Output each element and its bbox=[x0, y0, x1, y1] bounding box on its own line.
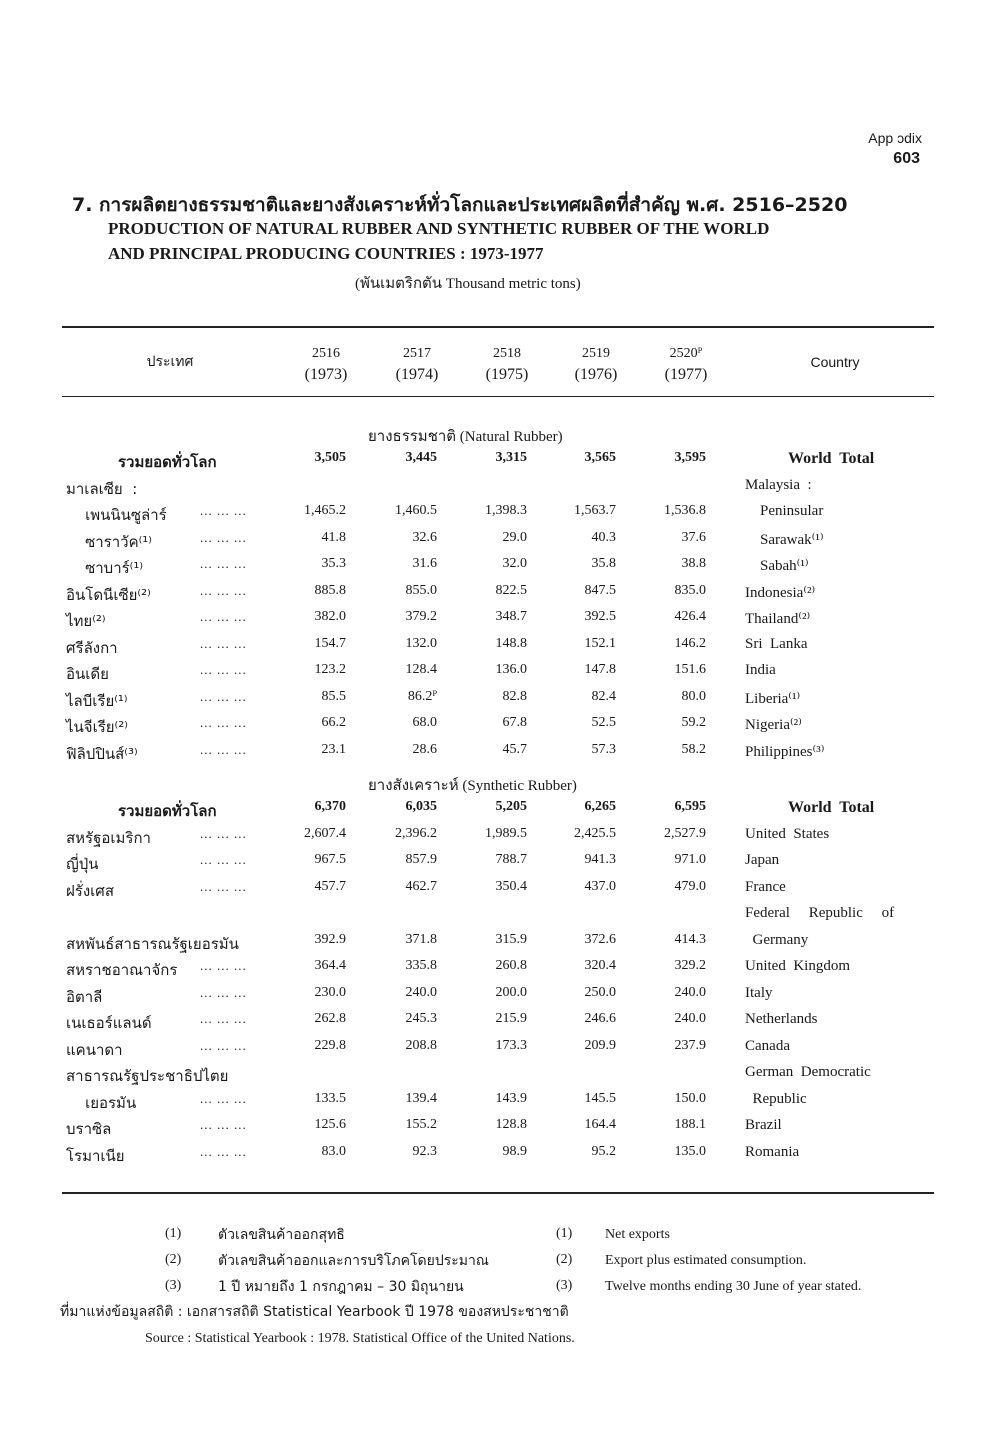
leader-dots: ... ... ... bbox=[200, 741, 247, 757]
row-value-2: 128.4 bbox=[405, 662, 437, 677]
table-row bbox=[0, 662, 990, 688]
row-thai-country: สหราชอาณาจักร bbox=[66, 961, 178, 979]
row-value-5: 237.9 bbox=[674, 1037, 706, 1053]
row-value-4: 57.3 bbox=[591, 741, 616, 757]
row-english-country: Federal Republic of bbox=[745, 905, 895, 921]
table-row bbox=[0, 826, 990, 852]
leader-dots: ... ... ... bbox=[200, 715, 247, 730]
title-english-line1: PRODUCTION OF NATURAL RUBBER AND SYNTHETIC RUBBER OF THE WORLD bbox=[108, 219, 770, 238]
table-row bbox=[0, 530, 990, 556]
row-value-3: 82.8 bbox=[502, 688, 527, 704]
source-thai: ที่มาแห่งข้อมูลสถิติ : เอกสารสถิติ Statistical Yearbook ปี 1978 ของสหประชาชาติ bbox=[60, 1304, 569, 1320]
row-value-1: 2,607.4 bbox=[304, 825, 346, 841]
table-row bbox=[0, 799, 990, 825]
row-value-3: 32.0 bbox=[502, 556, 527, 571]
footnote-3-en: Twelve months ending 30 June of year stated. bbox=[605, 1279, 862, 1294]
header-rule bbox=[62, 396, 934, 397]
row-thai-country: ฝรั่งเศส bbox=[66, 881, 114, 900]
row-value-4: 437.0 bbox=[584, 878, 616, 894]
row-value-2: 3,445 bbox=[405, 450, 437, 465]
row-english-country: Thailand⁽²⁾ bbox=[745, 611, 811, 627]
row-value-3: 260.8 bbox=[495, 958, 527, 973]
row-value-3: 200.0 bbox=[495, 984, 527, 1000]
footnote-1-en: Net exports bbox=[605, 1227, 670, 1242]
row-thai-country: เยอรมัน bbox=[66, 1093, 137, 1112]
title-thai: 7. การผลิตยางธรรมชาติและยางสังเคราะห์ทั่วโลกและประเทศผลิตที่สำคัญ พ.ศ. 2516–2520 bbox=[72, 194, 848, 216]
row-english-country: Brazil bbox=[745, 1117, 782, 1133]
row-value-4: 164.4 bbox=[584, 1117, 616, 1132]
row-value-2: 139.4 bbox=[405, 1090, 437, 1106]
row-value-2: 155.2 bbox=[405, 1117, 437, 1132]
row-english-country: Sabah⁽¹⁾ bbox=[745, 558, 809, 574]
leader-dots: ... ... ... bbox=[200, 635, 247, 651]
row-english-country: German Democratic bbox=[745, 1064, 871, 1080]
leader-dots: ... ... ... bbox=[200, 1117, 247, 1132]
leader-dots: ... ... ... bbox=[200, 825, 247, 841]
row-english-country: Malaysia : bbox=[745, 476, 812, 493]
row-value-4: 941.3 bbox=[584, 852, 616, 867]
row-value-1: 230.0 bbox=[314, 984, 346, 1000]
row-value-2: 28.6 bbox=[412, 741, 437, 757]
row-value-1: 123.2 bbox=[314, 662, 346, 677]
row-value-3: 5,205 bbox=[495, 799, 527, 814]
row-value-5: 151.6 bbox=[674, 662, 706, 677]
footnote-1-en-num: (1) bbox=[556, 1226, 573, 1241]
table-row bbox=[0, 636, 990, 662]
row-value-5: 38.8 bbox=[681, 556, 706, 571]
source-english: Source : Statistical Yearbook : 1978. Statistical Office of the United Nations. bbox=[145, 1331, 575, 1346]
row-value-1: 3,505 bbox=[314, 450, 346, 465]
row-value-4: 1,563.7 bbox=[574, 503, 616, 518]
row-value-1: 392.9 bbox=[314, 931, 346, 947]
row-value-1: 967.5 bbox=[314, 852, 346, 867]
row-value-2: 857.9 bbox=[405, 852, 437, 867]
row-value-5: 329.2 bbox=[674, 958, 706, 973]
section-natural-rubber: ยางธรรมชาติ (Natural Rubber) bbox=[368, 429, 563, 445]
row-value-5: 146.2 bbox=[674, 635, 706, 651]
row-english-country: Philippines⁽³⁾ bbox=[745, 743, 825, 760]
row-thai-country: ญี่ปุ่น bbox=[66, 855, 99, 873]
title-english-line2: AND PRINCIPAL PRODUCING COUNTRIES : 1973-1977 bbox=[108, 244, 544, 263]
row-value-2: 371.8 bbox=[405, 931, 437, 947]
row-value-5: 80.0 bbox=[681, 688, 706, 704]
leader-dots: ... ... ... bbox=[200, 1143, 247, 1159]
row-value-2: 2,396.2 bbox=[395, 825, 437, 841]
table-row bbox=[0, 1144, 990, 1170]
row-thai-country: อินโดนีเซีย⁽²⁾ bbox=[66, 585, 151, 604]
row-thai-country: สหรัฐอเมริกา bbox=[66, 828, 151, 847]
leader-dots: ... ... ... bbox=[200, 688, 247, 704]
row-thai-country: ฟิลิปปินส์⁽³⁾ bbox=[66, 744, 138, 763]
table-row bbox=[0, 879, 990, 905]
leader-dots: ... ... ... bbox=[200, 556, 247, 571]
leader-dots: ... ... ... bbox=[200, 958, 247, 973]
col-header-year-2: 2517 (1974) bbox=[395, 346, 439, 383]
row-thai-country: สหพันธ์สาธารณรัฐเยอรมัน bbox=[66, 934, 239, 953]
row-english-country: France bbox=[745, 878, 786, 895]
row-value-2: 86.2ᴾ bbox=[407, 688, 437, 704]
row-value-5: 2,527.9 bbox=[664, 825, 706, 841]
row-value-2: 1,460.5 bbox=[395, 503, 437, 518]
row-value-1: 364.4 bbox=[314, 958, 346, 973]
row-value-2: 6,035 bbox=[405, 799, 437, 814]
row-value-4: 145.5 bbox=[584, 1090, 616, 1106]
row-value-4: 82.4 bbox=[591, 688, 616, 704]
row-value-1: 35.3 bbox=[321, 556, 346, 571]
row-value-4: 250.0 bbox=[584, 984, 616, 1000]
leader-dots: ... ... ... bbox=[200, 852, 247, 867]
leader-dots: ... ... ... bbox=[200, 662, 247, 677]
row-value-5: 3,595 bbox=[674, 450, 706, 465]
row-value-1: 154.7 bbox=[314, 635, 346, 651]
appendix-label: App ɔdix bbox=[868, 130, 922, 146]
row-english-country: Nigeria⁽²⁾ bbox=[745, 717, 802, 733]
row-thai-country: บราซิล bbox=[66, 1120, 112, 1138]
table-row bbox=[0, 1011, 990, 1037]
row-english-country: Liberia⁽¹⁾ bbox=[745, 690, 801, 707]
row-value-1: 41.8 bbox=[321, 529, 346, 545]
col-header-year-1: 2516 (1973) bbox=[304, 346, 348, 383]
row-english-country: Netherlands bbox=[745, 1011, 818, 1027]
table-row bbox=[0, 985, 990, 1011]
row-value-4: 147.8 bbox=[584, 662, 616, 677]
table-row bbox=[0, 609, 990, 635]
row-value-3: 3,315 bbox=[495, 450, 527, 465]
col-header-country: Country bbox=[810, 354, 860, 370]
row-value-3: 29.0 bbox=[502, 529, 527, 545]
row-english-country: Sarawak⁽¹⁾ bbox=[745, 531, 824, 548]
table-row bbox=[0, 1064, 990, 1090]
footnote-1-num: (1) bbox=[165, 1226, 182, 1241]
row-value-1: 229.8 bbox=[314, 1037, 346, 1053]
row-value-5: 240.0 bbox=[674, 1011, 706, 1026]
row-value-2: 208.8 bbox=[405, 1037, 437, 1053]
row-english-country: Sri Lanka bbox=[745, 635, 808, 652]
row-value-3: 67.8 bbox=[502, 715, 527, 730]
leader-dots: ... ... ... bbox=[200, 609, 247, 624]
row-english-country: Romania bbox=[745, 1143, 800, 1160]
leader-dots: ... ... ... bbox=[200, 1090, 247, 1106]
footnote-1-thai: ตัวเลขสินค้าออกสุทธิ bbox=[218, 1227, 345, 1243]
row-value-4: 6,265 bbox=[584, 799, 616, 814]
row-value-1: 262.8 bbox=[314, 1011, 346, 1026]
table-row bbox=[0, 715, 990, 741]
leader-dots: ... ... ... bbox=[200, 1011, 247, 1026]
footnote-2-en-num: (2) bbox=[556, 1252, 573, 1267]
table-bottom-rule bbox=[62, 1192, 934, 1194]
row-value-2: 335.8 bbox=[405, 958, 437, 973]
row-value-3: 350.4 bbox=[495, 878, 527, 894]
section-synthetic-rubber: ยางสังเคราะห์ (Synthetic Rubber) bbox=[368, 778, 577, 794]
row-value-5: 37.6 bbox=[681, 529, 706, 545]
leader-dots: ... ... ... bbox=[200, 1037, 247, 1053]
row-value-1: 885.8 bbox=[314, 582, 346, 598]
table-row bbox=[0, 1117, 990, 1143]
row-value-5: 59.2 bbox=[681, 715, 706, 730]
row-english-country: Italy bbox=[745, 984, 773, 1001]
table-row bbox=[0, 503, 990, 529]
row-value-5: 1,536.8 bbox=[664, 503, 706, 518]
row-value-4: 2,425.5 bbox=[574, 825, 616, 841]
row-value-1: 83.0 bbox=[321, 1143, 346, 1159]
row-thai-country: รวมยอดทั่วโลก bbox=[118, 453, 217, 471]
row-value-4: 52.5 bbox=[591, 715, 616, 730]
table-row bbox=[0, 1038, 990, 1064]
table-row bbox=[0, 958, 990, 984]
col-header-thai-country: ประเทศ bbox=[146, 354, 194, 370]
row-english-country: Republic bbox=[745, 1090, 807, 1107]
row-thai-country: มาเลเซีย : bbox=[66, 479, 138, 498]
table-row bbox=[0, 450, 990, 476]
row-thai-country: เพนนินซูล่าร์ bbox=[66, 506, 167, 524]
row-value-1: 133.5 bbox=[314, 1090, 346, 1106]
row-thai-country: ศรีลังกา bbox=[66, 638, 118, 657]
table-row bbox=[0, 556, 990, 582]
row-english-country: Peninsular bbox=[745, 503, 824, 519]
row-thai-country: โรมาเนีย bbox=[66, 1146, 125, 1165]
row-thai-country: รวมยอดทั่วโลก bbox=[118, 802, 217, 820]
row-value-5: 414.3 bbox=[674, 931, 706, 947]
row-english-country: United States bbox=[745, 825, 830, 842]
row-value-4: 847.5 bbox=[584, 582, 616, 598]
table-row bbox=[0, 742, 990, 768]
row-value-2: 245.3 bbox=[405, 1011, 437, 1026]
row-thai-country: ซาราวัค⁽¹⁾ bbox=[66, 532, 152, 551]
footnote-2-en: Export plus estimated consumption. bbox=[605, 1253, 807, 1268]
unit-note: (พันเมตริกตัน Thousand metric tons) bbox=[355, 276, 581, 292]
table-row bbox=[0, 689, 990, 715]
table-row bbox=[0, 932, 990, 958]
table-top-rule bbox=[62, 326, 934, 328]
row-value-3: 1,398.3 bbox=[485, 503, 527, 518]
row-value-4: 209.9 bbox=[584, 1037, 616, 1053]
row-english-country: United Kingdom bbox=[745, 958, 850, 974]
row-value-2: 68.0 bbox=[412, 715, 437, 730]
footnote-3-en-num: (3) bbox=[556, 1278, 573, 1293]
row-thai-country: แคนาดา bbox=[66, 1040, 123, 1059]
leader-dots: ... ... ... bbox=[200, 878, 247, 894]
row-value-3: 148.8 bbox=[495, 635, 527, 651]
leader-dots: ... ... ... bbox=[200, 503, 247, 518]
row-value-5: 479.0 bbox=[674, 878, 706, 894]
row-value-5: 971.0 bbox=[674, 852, 706, 867]
footnote-2-thai: ตัวเลขสินค้าออกและการบริโภคโดยประมาณ bbox=[218, 1253, 489, 1269]
row-english-country: Germany bbox=[745, 931, 809, 948]
row-value-1: 66.2 bbox=[321, 715, 346, 730]
row-value-4: 320.4 bbox=[584, 958, 616, 973]
row-thai-country: ซาบาร์⁽¹⁾ bbox=[66, 559, 144, 577]
row-thai-country: อินเดีย bbox=[66, 665, 109, 683]
col-header-year-5: 2520ᴾ (1977) bbox=[664, 346, 708, 383]
row-value-3: 136.0 bbox=[495, 662, 527, 677]
row-value-1: 23.1 bbox=[321, 741, 346, 757]
row-thai-country: ไนจีเรีย⁽²⁾ bbox=[66, 718, 128, 736]
row-value-3: 45.7 bbox=[502, 741, 527, 757]
row-value-2: 31.6 bbox=[412, 556, 437, 571]
col-header-year-4: 2519 (1976) bbox=[574, 346, 618, 383]
row-value-4: 392.5 bbox=[584, 609, 616, 624]
row-value-4: 40.3 bbox=[591, 529, 616, 545]
page-number: 603 bbox=[893, 150, 920, 167]
row-value-3: 173.3 bbox=[495, 1037, 527, 1053]
row-value-1: 6,370 bbox=[314, 799, 346, 814]
row-value-4: 372.6 bbox=[584, 931, 616, 947]
row-thai-country: อิตาลี bbox=[66, 987, 103, 1006]
row-value-5: 58.2 bbox=[681, 741, 706, 757]
row-english-country: Japan bbox=[745, 852, 780, 868]
row-value-5: 426.4 bbox=[674, 609, 706, 624]
row-value-1: 382.0 bbox=[314, 609, 346, 624]
row-value-1: 85.5 bbox=[321, 688, 346, 704]
row-value-4: 246.6 bbox=[584, 1011, 616, 1026]
row-value-2: 240.0 bbox=[405, 984, 437, 1000]
row-value-5: 150.0 bbox=[674, 1090, 706, 1106]
row-value-3: 128.8 bbox=[495, 1117, 527, 1132]
row-value-3: 98.9 bbox=[502, 1143, 527, 1159]
footnote-3-thai: 1 ปี หมายถึง 1 กรกฎาคม – 30 มิถุนายน bbox=[218, 1279, 464, 1295]
row-value-4: 152.1 bbox=[584, 635, 616, 651]
row-value-1: 1,465.2 bbox=[304, 503, 346, 518]
row-english-country: World Total bbox=[788, 450, 875, 467]
row-value-2: 855.0 bbox=[405, 582, 437, 598]
row-value-2: 379.2 bbox=[405, 609, 437, 624]
row-english-country: Canada bbox=[745, 1037, 790, 1054]
row-english-country: Indonesia⁽²⁾ bbox=[745, 584, 816, 601]
row-value-5: 188.1 bbox=[674, 1117, 706, 1132]
row-value-2: 132.0 bbox=[405, 635, 437, 651]
row-thai-country: สาธารณรัฐประชาธิปไตย bbox=[66, 1067, 229, 1085]
row-thai-country: ไลบีเรีย⁽¹⁾ bbox=[66, 691, 128, 710]
leader-dots: ... ... ... bbox=[200, 984, 247, 1000]
row-value-5: 135.0 bbox=[674, 1143, 706, 1159]
row-value-3: 348.7 bbox=[495, 609, 527, 624]
row-value-3: 143.9 bbox=[495, 1090, 527, 1106]
leader-dots: ... ... ... bbox=[200, 582, 247, 598]
row-value-2: 462.7 bbox=[405, 878, 437, 894]
table-row bbox=[0, 583, 990, 609]
row-value-4: 35.8 bbox=[591, 556, 616, 571]
row-english-country: World Total bbox=[788, 799, 875, 816]
row-value-4: 3,565 bbox=[584, 450, 616, 465]
footnote-3-num: (3) bbox=[165, 1278, 182, 1293]
table-row bbox=[0, 905, 990, 931]
row-value-5: 835.0 bbox=[674, 582, 706, 598]
footnote-2-num: (2) bbox=[165, 1252, 182, 1267]
leader-dots: ... ... ... bbox=[200, 529, 247, 545]
table-row bbox=[0, 852, 990, 878]
row-value-2: 92.3 bbox=[412, 1143, 437, 1159]
row-value-1: 457.7 bbox=[314, 878, 346, 894]
row-value-3: 1,989.5 bbox=[485, 825, 527, 841]
row-value-5: 240.0 bbox=[674, 984, 706, 1000]
row-thai-country: เนเธอร์แลนด์ bbox=[66, 1014, 152, 1032]
row-value-4: 95.2 bbox=[591, 1143, 616, 1159]
row-value-2: 32.6 bbox=[412, 529, 437, 545]
table-row bbox=[0, 1091, 990, 1117]
col-header-year-3: 2518 (1975) bbox=[485, 346, 529, 383]
row-value-1: 125.6 bbox=[314, 1117, 346, 1132]
row-english-country: India bbox=[745, 662, 776, 678]
row-value-3: 822.5 bbox=[495, 582, 527, 598]
row-thai-country: ไทย⁽²⁾ bbox=[66, 612, 106, 630]
row-value-3: 215.9 bbox=[495, 1011, 527, 1026]
row-value-3: 315.9 bbox=[495, 931, 527, 947]
row-value-5: 6,595 bbox=[674, 799, 706, 814]
row-value-3: 788.7 bbox=[495, 852, 527, 867]
table-row bbox=[0, 477, 990, 503]
